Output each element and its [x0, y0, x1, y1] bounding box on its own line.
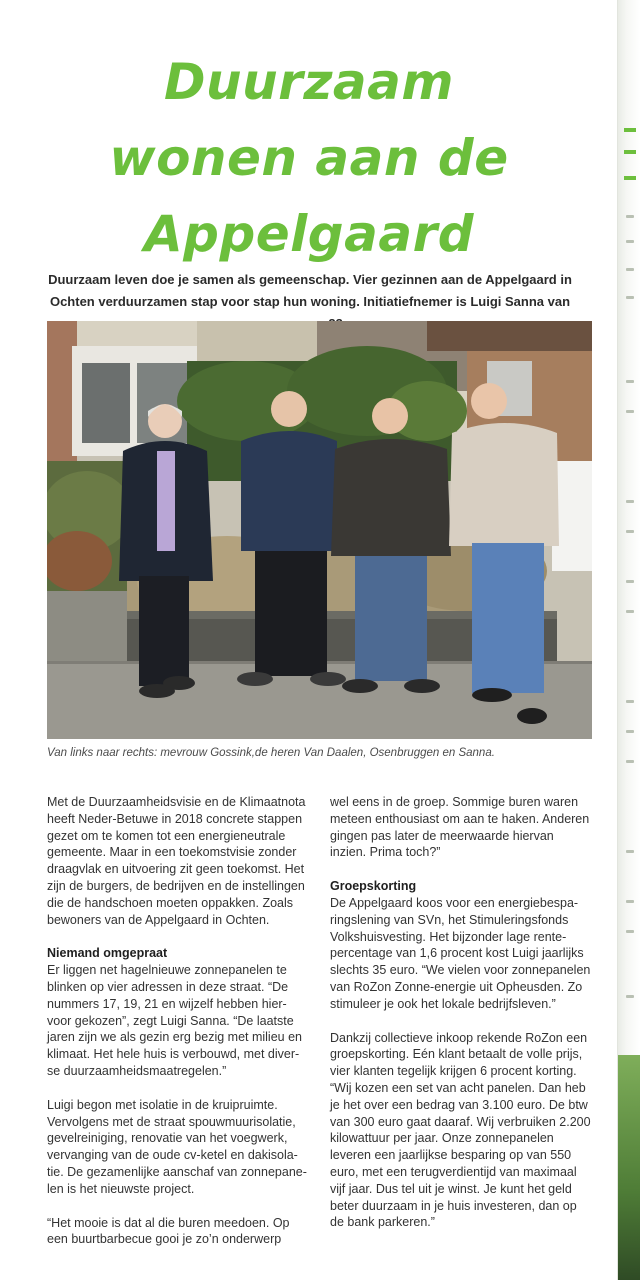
paragraph: “Het mooie is dat al die buren meedoen. Op een buurtbarbecue gooi je zo’n onderwerp: [47, 1215, 290, 1247]
article-column-left: [47, 794, 309, 1248]
article-intro: Duurzaam leven doe je samen als gemeenschap. Vier gezinnen aan de Appelgaard in Ochten verduurzamen stap voor stap hun woning. Initiatiefnemer is Luigi Sanna van: [48, 272, 572, 309]
article-headline: [0, 44, 618, 272]
group-photo-illustration: [47, 321, 592, 739]
paragraph: Er liggen net hagelnieuwe zonnepanelen te blinken op vier adressen in deze straat. “De nummers 17, 19, 21 en wijzelf hebben hier-voor gekozen”, zegt Luigi Sanna. “De laatste jaren zijn we als gezin erg bezig met milieu en klimaat. Het hele huis is verbouwd, met diver-se duurzaamheidsmaatregelen.”: [47, 963, 302, 1078]
paragraph: wel eens in de groep. Sommige buren waren meteen enthousiast om aan te haken. Anderen gingen pas later de meerwaarde hiervan inzien. Prima toch?”: [330, 795, 590, 860]
paragraph: Dankzij collectieve inkoop rekende RoZon een groepskorting. Eén klant betaalt de volle prijs, vier klanten tegelijk krijgen 6 procent korting. “Wij kozen een set van acht panelen. Dan heb je het over een bedrag van 3.100 euro. De btw van 300 euro gaat daaraf. Wij verbruiken 2.200 kilowattuur per jaar. Onze zonnepanelen leveren een jaarlijkse besparing op van 550 euro, met een terugverdientijd van maximaal vijf jaar. Dus tel uit je winst. Je kunt het geld beter duurzaam in je huis investeren, dan op de bank parkeren.”: [330, 1030, 591, 1230]
paragraph-intro: Met de Duurzaamheidsvisie en de Klimaatnota heeft Neder-Betuwe in 2018 concrete stappen gezet om te komen tot een energieneutrale gemeente. Maar in een toekomstvisie zonder draagvlak en uitvoering zit geen toekomst. Het zijn de burgers, de bedrijven en de instellingen die de handschoen moeten oppakken. Zoals bewoners van de Appelgaard in Ochten.: [47, 795, 306, 927]
group-photo: [47, 321, 592, 739]
subheading-groepskorting: Groepskorting: [330, 879, 417, 894]
photo-caption: Van links naar rechts: mevrouw Gossink,de heren Van Daalen, Osenbruggen en Sanna.: [47, 747, 495, 759]
headline-line-2: wonen aan de: [109, 128, 509, 187]
adjacent-page-edge: [617, 0, 640, 1280]
headline-line-3: Appelgaard: [143, 204, 475, 263]
subheading-niemand-omgepraat: Niemand omgepraat: [47, 946, 168, 961]
headline-line-1: Duurzaam: [163, 52, 455, 111]
article-column-right: [330, 794, 592, 1231]
paragraph: Luigi begon met isolatie in de kruipruimte. Vervolgens met de straat spouwmuurisolatie, gevelreiniging, renovatie van het voegwerk, vervanging van de oude cv-ketel en dakisola-tie. De gezamenlijke aanschaf van zonnepane-len is het nieuwste project.: [47, 1097, 307, 1196]
paragraph: De Appelgaard koos voor een energiebespa-ringslening van SVn, het Stimuleringsfonds Volkshuisvesting. Het bijzonder lage rente-percentage van 1,6 procent kost Luigi jaarlijks slechts 35 euro. “We vielen voor zonnepanelen van RoZon Zonne-energie uit Opheusden. Zo stimuleer je ook het lokale bedrijfsleven.”: [330, 895, 591, 1011]
